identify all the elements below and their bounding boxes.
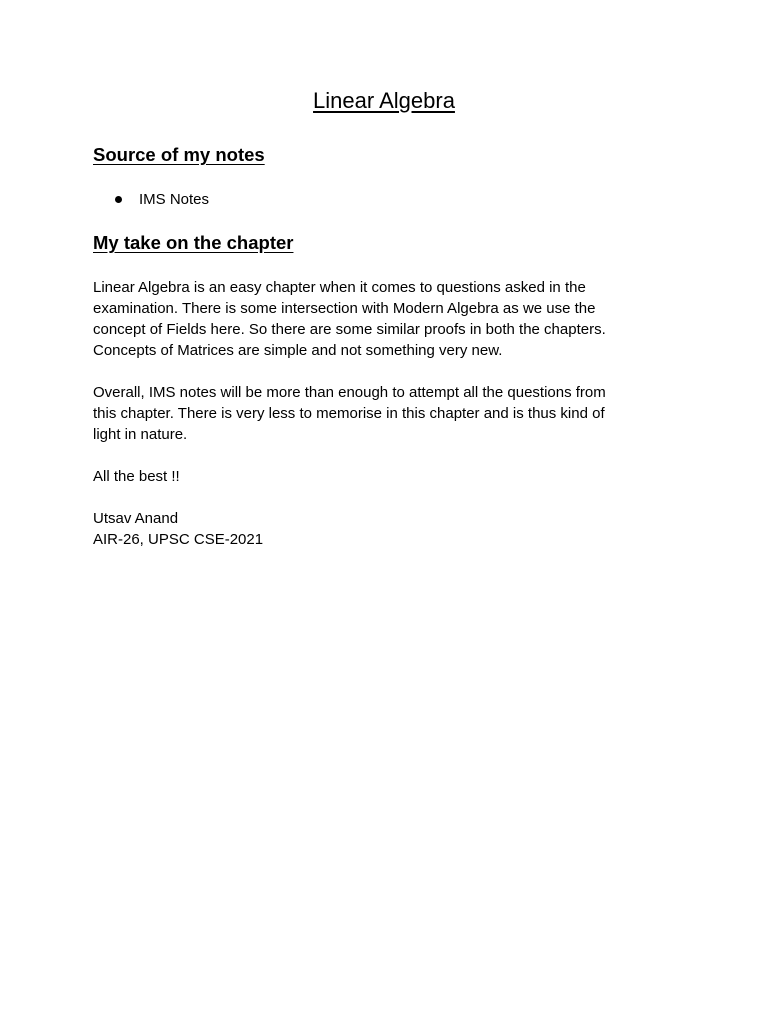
paragraph-line: All the best !! — [93, 468, 180, 485]
source-list — [93, 189, 209, 210]
section-heading-source: Source of my notes — [93, 144, 265, 165]
paragraph-line: examination. There is some intersection with Modern Algebra as we use the — [93, 300, 596, 317]
page-title: Linear Algebra — [313, 88, 455, 113]
signature-block — [93, 508, 683, 550]
list-item-text: IMS Notes — [139, 191, 210, 208]
paragraph-line: light in nature. — [93, 426, 188, 443]
paragraph-overall — [93, 382, 683, 445]
paragraph-line: concept of Fields here. So there are some similar proofs in both the chapters. — [93, 321, 606, 338]
section-heading-take: My take on the chapter — [93, 232, 294, 253]
bullet-icon — [115, 196, 122, 203]
paragraph-line: Concepts of Matrices are simple and not something very new. — [93, 342, 503, 359]
paragraph-line: Linear Algebra is an easy chapter when it comes to questions asked in the — [93, 279, 586, 296]
paragraph-line: Overall, IMS notes will be more than enough to attempt all the questions from — [93, 384, 606, 401]
author-credential: AIR-26, UPSC CSE-2021 — [93, 531, 264, 548]
paragraph-closing — [93, 466, 683, 487]
paragraph-intro — [93, 277, 683, 361]
paragraph-line: this chapter. There is very less to memorise in this chapter and is thus kind of — [93, 405, 605, 422]
list-item — [93, 189, 209, 210]
author-name: Utsav Anand — [93, 510, 179, 527]
